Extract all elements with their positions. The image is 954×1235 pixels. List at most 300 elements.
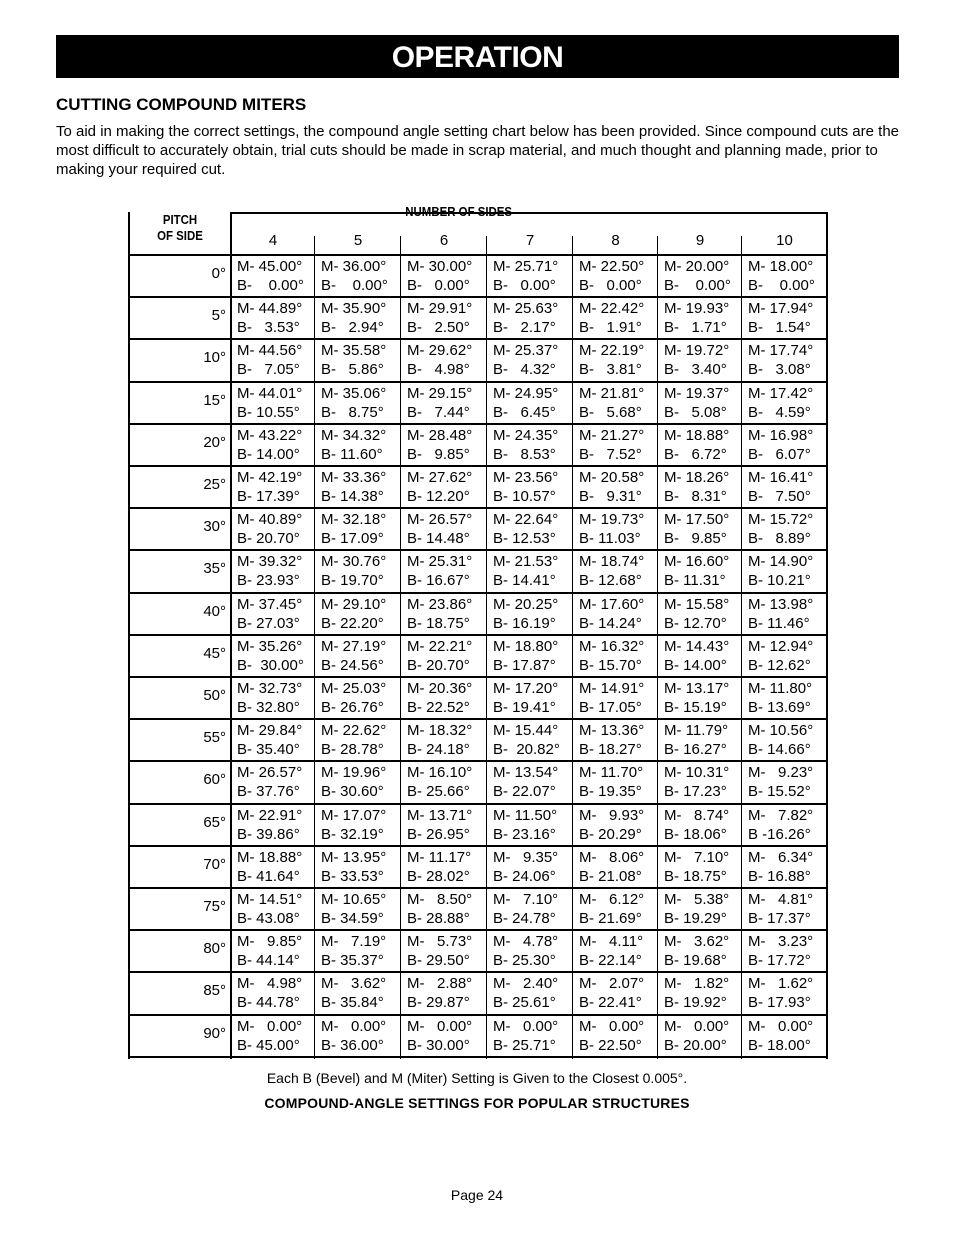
miter-setting: M- 6.34° bbox=[748, 848, 814, 866]
column-number: 8 bbox=[611, 232, 620, 249]
miter-setting: M- 21.81° bbox=[579, 384, 645, 402]
bevel-setting: B- 15.52° bbox=[748, 783, 811, 801]
pitch-value: 50° bbox=[203, 687, 226, 704]
pitch-value: 70° bbox=[203, 855, 226, 873]
miter-setting: M- 22.62° bbox=[321, 722, 387, 740]
miter-setting: M- 34.32° bbox=[321, 426, 387, 444]
bevel-setting: B- 11.03° bbox=[579, 530, 641, 548]
miter-setting: M- 16.32° bbox=[579, 637, 645, 655]
miter-setting: M- 23.86° bbox=[407, 595, 473, 613]
sides-top-line bbox=[230, 212, 828, 214]
table-footnote: Each B (Bevel) and M (Miter) Setting is Given to the Closest 0.005°. bbox=[266, 1070, 688, 1086]
bevel-setting: B- 44.78° bbox=[237, 994, 300, 1012]
pitch-value: 15° bbox=[203, 391, 226, 409]
miter-setting: M- 29.62° bbox=[407, 342, 473, 360]
bevel-setting: B- 22.41° bbox=[579, 994, 642, 1012]
miter-setting: M- 9.23° bbox=[748, 764, 814, 782]
bevel-setting: B- 14.48° bbox=[407, 530, 470, 548]
miter-setting: M- 0.00° bbox=[237, 1017, 303, 1035]
miter-setting: M- 13.95° bbox=[321, 848, 387, 866]
bevel-setting: B- 23.93° bbox=[237, 572, 300, 590]
pitch-header bbox=[138, 212, 222, 244]
bevel-setting: B- 8.31° bbox=[664, 488, 727, 505]
miter-setting: M- 35.06° bbox=[321, 384, 387, 402]
miter-setting: M- 17.60° bbox=[579, 595, 645, 613]
bevel-setting: B- 0.00° bbox=[237, 277, 304, 294]
miter-setting: M- 36.00° bbox=[321, 258, 387, 275]
miter-setting: M- 7.19° bbox=[321, 933, 387, 951]
bevel-setting: B- 26.76° bbox=[321, 699, 384, 716]
bevel-setting: B- 14.38° bbox=[321, 488, 384, 505]
miter-setting: M- 22.64° bbox=[493, 511, 559, 529]
miter-setting: M- 25.03° bbox=[321, 680, 387, 697]
miter-setting: M- 4.81° bbox=[748, 891, 814, 908]
bevel-setting: B- 25.30° bbox=[493, 952, 556, 970]
bevel-setting: B- 34.59° bbox=[321, 910, 384, 927]
bevel-setting: B- 14.00° bbox=[664, 656, 727, 674]
miter-setting: M- 15.58° bbox=[664, 595, 730, 613]
bevel-setting: B- 0.00° bbox=[321, 277, 388, 294]
miter-setting: M- 20.25° bbox=[493, 595, 559, 613]
bevel-setting: B- 9.85° bbox=[664, 530, 727, 548]
miter-setting: M- 11.80° bbox=[748, 680, 813, 697]
row-line bbox=[128, 338, 828, 340]
bevel-setting: B- 32.19° bbox=[321, 825, 384, 843]
bevel-setting: B- 25.66° bbox=[407, 783, 470, 801]
bevel-setting: B- 19.29° bbox=[664, 910, 727, 927]
miter-setting: M- 19.72° bbox=[664, 342, 730, 360]
bevel-setting: B- 10.57° bbox=[493, 488, 556, 505]
bevel-setting: B- 26.95° bbox=[407, 825, 470, 843]
miter-setting: M- 16.41° bbox=[748, 469, 814, 486]
bevel-setting: B- 35.40° bbox=[237, 741, 300, 759]
bevel-setting: B- 3.81° bbox=[579, 361, 642, 379]
bevel-setting: B- 14.66° bbox=[748, 741, 811, 759]
miter-setting: M- 14.43° bbox=[664, 637, 730, 655]
bevel-setting: B- 22.50° bbox=[579, 1036, 642, 1054]
miter-setting: M- 19.73° bbox=[579, 511, 645, 529]
miter-setting: M- 22.42° bbox=[579, 300, 645, 318]
bevel-setting: B- 7.05° bbox=[237, 361, 300, 379]
row-line bbox=[128, 887, 828, 889]
miter-setting: M- 2.88° bbox=[407, 975, 473, 993]
column-number: 10 bbox=[776, 232, 793, 249]
bevel-setting: B- 15.70° bbox=[579, 656, 642, 674]
bevel-setting: B- 17.05° bbox=[579, 699, 642, 716]
bevel-setting: B- 0.00° bbox=[493, 277, 556, 294]
bevel-setting: B- 21.69° bbox=[579, 910, 642, 927]
bevel-setting: B- 12.53° bbox=[493, 530, 556, 548]
pitch-header-line1: PITCH bbox=[162, 212, 198, 227]
bevel-setting: B- 19.92° bbox=[664, 994, 727, 1012]
bevel-setting: B- 0.00° bbox=[579, 277, 642, 294]
miter-setting: M- 21.27° bbox=[579, 426, 645, 444]
bevel-setting: B- 30.60° bbox=[321, 783, 384, 801]
miter-setting: M- 25.63° bbox=[493, 300, 559, 318]
miter-setting: M- 30.00° bbox=[407, 258, 473, 275]
bevel-setting: B- 17.09° bbox=[321, 530, 384, 548]
miter-setting: M- 11.79° bbox=[664, 722, 729, 740]
miter-setting: M- 8.50° bbox=[407, 891, 473, 908]
miter-setting: M- 21.53° bbox=[493, 553, 559, 571]
bevel-setting: B- 21.08° bbox=[579, 867, 642, 885]
miter-setting: M- 16.10° bbox=[407, 764, 473, 782]
pitch-value: 45° bbox=[203, 644, 226, 662]
miter-setting: M- 22.50° bbox=[579, 258, 645, 275]
row-line bbox=[128, 803, 828, 805]
miter-setting: M- 11.70° bbox=[579, 764, 644, 782]
bevel-setting: B- 19.70° bbox=[321, 572, 384, 590]
row-line bbox=[128, 845, 828, 847]
miter-setting: M- 27.19° bbox=[321, 637, 387, 655]
bevel-setting: B- 20.70° bbox=[407, 656, 470, 674]
miter-setting: M- 20.36° bbox=[407, 680, 473, 697]
miter-setting: M- 22.19° bbox=[579, 342, 645, 360]
row-line bbox=[128, 676, 828, 678]
miter-setting: M- 7.82° bbox=[748, 806, 814, 824]
bevel-setting: B- 1.54° bbox=[748, 319, 811, 337]
bevel-setting: B- 36.00° bbox=[321, 1036, 384, 1054]
miter-setting: M- 22.21° bbox=[407, 637, 473, 655]
miter-setting: M- 40.89° bbox=[237, 511, 303, 529]
row-line bbox=[128, 634, 828, 636]
row-line bbox=[128, 423, 828, 425]
bevel-setting: B- 4.59° bbox=[748, 403, 811, 421]
pitch-value: 75° bbox=[203, 898, 226, 915]
row-line bbox=[128, 507, 828, 509]
column-divider bbox=[314, 236, 315, 1059]
miter-setting: M- 25.37° bbox=[493, 342, 559, 360]
page-number: Page 24 bbox=[450, 1187, 504, 1203]
bevel-setting: B- 11.60° bbox=[321, 445, 383, 463]
bevel-setting: B- 14.24° bbox=[579, 614, 642, 632]
bevel-setting: B- 17.37° bbox=[748, 910, 811, 927]
miter-setting: M- 0.00° bbox=[493, 1017, 559, 1035]
bevel-setting: B- 20.29° bbox=[579, 825, 642, 843]
bevel-setting: B- 28.88° bbox=[407, 910, 470, 927]
miter-setting: M- 0.00° bbox=[407, 1017, 473, 1035]
miter-setting: M- 15.44° bbox=[493, 722, 559, 740]
pitch-value: 0° bbox=[211, 265, 226, 282]
bevel-setting: B- 24.78° bbox=[493, 910, 556, 927]
miter-setting: M- 22.91° bbox=[237, 806, 303, 824]
column-divider bbox=[741, 236, 742, 1059]
bevel-setting: B- 12.20° bbox=[407, 488, 470, 505]
row-line bbox=[128, 760, 828, 762]
miter-setting: M- 3.23° bbox=[748, 933, 814, 951]
miter-setting: M- 9.93° bbox=[579, 806, 645, 824]
miter-setting: M- 35.90° bbox=[321, 300, 387, 318]
bevel-setting: B- 0.00° bbox=[407, 277, 470, 294]
bevel-setting: B- 11.46° bbox=[748, 614, 810, 632]
bevel-setting: B- 25.61° bbox=[493, 994, 556, 1012]
bevel-setting: B- 5.08° bbox=[664, 403, 727, 421]
miter-setting: M- 27.62° bbox=[407, 469, 473, 486]
bevel-setting: B- 7.52° bbox=[579, 445, 642, 463]
miter-setting: M- 37.45° bbox=[237, 595, 303, 613]
bevel-setting: B- 18.75° bbox=[664, 867, 727, 885]
bevel-setting: B- 0.00° bbox=[664, 277, 731, 294]
row-line bbox=[128, 1014, 828, 1016]
miter-setting: M- 12.94° bbox=[748, 637, 814, 655]
pitch-value: 55° bbox=[203, 729, 226, 747]
row-line bbox=[128, 929, 828, 931]
miter-setting: M- 25.31° bbox=[407, 553, 473, 571]
bevel-setting: B- 28.78° bbox=[321, 741, 384, 759]
bevel-setting: B- 22.07° bbox=[493, 783, 556, 801]
pitch-header-line2: OF SIDE bbox=[157, 228, 203, 243]
miter-setting: M- 18.74° bbox=[579, 553, 645, 571]
bevel-setting: B- 24.06° bbox=[493, 867, 556, 885]
bevel-setting: B -16.26° bbox=[748, 825, 811, 843]
miter-setting: M- 13.98° bbox=[748, 595, 814, 613]
pitch-value: 80° bbox=[203, 940, 226, 958]
miter-setting: M- 10.31° bbox=[664, 764, 730, 782]
bevel-setting: B- 5.68° bbox=[579, 403, 642, 421]
miter-setting: M- 35.26° bbox=[237, 637, 303, 655]
bevel-setting: B- 18.06° bbox=[664, 825, 727, 843]
miter-setting: M- 7.10° bbox=[664, 848, 730, 866]
bevel-setting: B- 17.39° bbox=[237, 488, 300, 505]
miter-setting: M- 2.40° bbox=[493, 975, 559, 993]
miter-setting: M- 3.62° bbox=[664, 933, 730, 951]
bevel-setting: B- 7.50° bbox=[748, 488, 811, 505]
bevel-setting: B- 16.67° bbox=[407, 572, 470, 590]
bevel-setting: B- 45.00° bbox=[237, 1036, 300, 1054]
row-line bbox=[128, 1056, 828, 1058]
bevel-setting: B- 28.02° bbox=[407, 867, 470, 885]
intro-paragraph: To aid in making the correct settings, the compound angle setting chart below has been provided. Since compound cuts are the most difficult to accurately obtain, trial cuts should be made in scrap material, and much thought and planning made, prior to making your required cut. bbox=[56, 123, 900, 178]
miter-setting: M- 5.38° bbox=[664, 891, 730, 908]
pitch-value: 20° bbox=[203, 433, 226, 451]
bevel-setting: B- 12.62° bbox=[748, 656, 811, 674]
pitch-value: 10° bbox=[203, 349, 226, 367]
miter-setting: M- 11.17° bbox=[407, 848, 472, 866]
miter-setting: M- 13.54° bbox=[493, 764, 559, 782]
row-line bbox=[128, 254, 828, 256]
bevel-setting: B- 29.87° bbox=[407, 994, 470, 1012]
bevel-setting: B- 13.69° bbox=[748, 699, 811, 716]
bevel-setting: B- 39.86° bbox=[237, 825, 300, 843]
column-number: 7 bbox=[525, 232, 535, 249]
bevel-setting: B- 17.72° bbox=[748, 952, 811, 970]
miter-setting: M- 8.06° bbox=[579, 848, 645, 866]
miter-setting: M- 32.73° bbox=[237, 680, 303, 697]
miter-setting: M- 29.15° bbox=[407, 384, 473, 402]
bevel-setting: B- 11.31° bbox=[664, 572, 726, 590]
miter-setting: M- 17.42° bbox=[748, 384, 814, 402]
bevel-setting: B- 16.88° bbox=[748, 867, 811, 885]
bevel-setting: B- 12.70° bbox=[664, 614, 727, 632]
bevel-setting: B- 24.18° bbox=[407, 741, 470, 759]
miter-setting: M- 18.88° bbox=[664, 426, 730, 444]
row-line bbox=[128, 465, 828, 467]
miter-setting: M- 13.36° bbox=[579, 722, 645, 740]
miter-setting: M- 29.91° bbox=[407, 300, 473, 318]
bevel-setting: B- 30.00° bbox=[407, 1036, 470, 1054]
bevel-setting: B- 19.35° bbox=[579, 783, 642, 801]
miter-setting: M- 16.60° bbox=[664, 553, 730, 571]
miter-setting: M- 0.00° bbox=[321, 1017, 387, 1035]
miter-setting: M- 18.26° bbox=[664, 469, 730, 486]
bevel-setting: B- 17.93° bbox=[748, 994, 811, 1012]
miter-setting: M- 45.00° bbox=[237, 258, 303, 275]
miter-setting: M- 18.00° bbox=[748, 258, 814, 275]
miter-setting: M- 23.56° bbox=[493, 469, 559, 486]
column-number: 4 bbox=[268, 232, 278, 249]
bevel-setting: B- 44.14° bbox=[237, 952, 300, 970]
bevel-setting: B- 6.07° bbox=[748, 445, 811, 463]
miter-setting: M- 1.82° bbox=[664, 975, 730, 993]
column-number: 5 bbox=[353, 232, 363, 249]
miter-setting: M- 35.58° bbox=[321, 342, 387, 360]
miter-setting: M- 19.37° bbox=[664, 384, 730, 402]
miter-setting: M- 16.98° bbox=[748, 426, 814, 444]
miter-setting: M- 29.10° bbox=[321, 595, 387, 613]
bevel-setting: B- 30.00° bbox=[237, 656, 304, 674]
bevel-setting: B- 22.52° bbox=[407, 699, 470, 716]
miter-setting: M- 1.62° bbox=[748, 975, 814, 993]
row-line bbox=[128, 592, 828, 594]
bevel-setting: B- 4.98° bbox=[407, 361, 470, 379]
bevel-setting: B- 19.68° bbox=[664, 952, 727, 970]
bevel-setting: B- 33.53° bbox=[321, 867, 384, 885]
bevel-setting: B- 6.72° bbox=[664, 445, 727, 463]
bevel-setting: B- 3.53° bbox=[237, 319, 300, 337]
bevel-setting: B- 10.21° bbox=[748, 572, 811, 590]
column-divider bbox=[400, 236, 401, 1059]
bevel-setting: B- 8.53° bbox=[493, 445, 556, 463]
bevel-setting: B- 17.23° bbox=[664, 783, 727, 801]
miter-setting: M- 44.89° bbox=[237, 300, 303, 318]
miter-setting: M- 30.76° bbox=[321, 553, 387, 571]
pitch-value: 60° bbox=[203, 771, 226, 789]
miter-setting: M- 43.22° bbox=[237, 426, 303, 444]
miter-setting: M- 19.93° bbox=[664, 300, 730, 318]
bevel-setting: B- 18.27° bbox=[579, 741, 642, 759]
miter-setting: M- 9.85° bbox=[237, 933, 303, 951]
bevel-setting: B- 29.50° bbox=[407, 952, 470, 970]
miter-setting: M- 19.96° bbox=[321, 764, 387, 782]
miter-setting: M- 14.51° bbox=[237, 891, 303, 908]
page-title: OPERATION bbox=[391, 41, 564, 74]
bevel-setting: B- 20.00° bbox=[664, 1036, 727, 1054]
bevel-setting: B- 41.64° bbox=[237, 867, 300, 885]
miter-setting: M- 17.07° bbox=[321, 806, 387, 824]
miter-setting: M- 18.80° bbox=[493, 637, 559, 655]
miter-setting: M- 3.62° bbox=[321, 975, 387, 993]
miter-setting: M- 2.07° bbox=[579, 975, 645, 993]
bevel-setting: B- 20.82° bbox=[493, 741, 560, 759]
bevel-setting: B- 17.87° bbox=[493, 656, 556, 674]
pitch-value: 65° bbox=[203, 813, 226, 831]
miter-setting: M- 33.36° bbox=[321, 469, 387, 486]
bevel-setting: B- 20.70° bbox=[237, 530, 300, 548]
miter-setting: M- 32.18° bbox=[321, 511, 387, 529]
bevel-setting: B- 43.08° bbox=[237, 910, 300, 927]
miter-setting: M- 0.00° bbox=[579, 1017, 645, 1035]
miter-setting: M- 5.73° bbox=[407, 933, 473, 951]
miter-setting: M- 9.35° bbox=[493, 848, 559, 866]
bevel-setting: B- 2.50° bbox=[407, 319, 470, 337]
miter-setting: M- 26.57° bbox=[237, 764, 303, 782]
bevel-setting: B- 1.91° bbox=[579, 319, 642, 337]
bevel-setting: B- 14.41° bbox=[493, 572, 556, 590]
miter-setting: M- 44.56° bbox=[237, 342, 303, 360]
bevel-setting: B- 0.00° bbox=[748, 277, 815, 294]
miter-setting: M- 39.32° bbox=[237, 553, 303, 571]
miter-setting: M- 20.00° bbox=[664, 258, 730, 275]
miter-setting: M- 26.57° bbox=[407, 511, 473, 529]
miter-setting: M- 18.32° bbox=[407, 722, 473, 740]
pitch-value: 25° bbox=[203, 476, 226, 493]
miter-setting: M- 13.17° bbox=[664, 680, 730, 697]
pitch-value: 5° bbox=[211, 307, 226, 325]
bevel-setting: B- 18.75° bbox=[407, 614, 470, 632]
miter-setting: M- 8.74° bbox=[664, 806, 730, 824]
miter-setting: M- 25.71° bbox=[493, 258, 559, 275]
row-line bbox=[128, 971, 828, 973]
bevel-setting: B- 8.75° bbox=[321, 403, 384, 421]
column-number: 9 bbox=[695, 232, 705, 249]
miter-setting: M- 11.50° bbox=[493, 806, 558, 824]
miter-setting: M- 18.88° bbox=[237, 848, 303, 866]
bevel-setting: B- 35.37° bbox=[321, 952, 384, 970]
bevel-setting: B- 12.68° bbox=[579, 572, 642, 590]
bevel-setting: B- 6.45° bbox=[493, 403, 556, 421]
miter-setting: M- 24.95° bbox=[493, 384, 559, 402]
bevel-setting: B- 27.03° bbox=[237, 614, 300, 632]
pitch-value: 90° bbox=[203, 1024, 226, 1042]
bevel-setting: B- 18.00° bbox=[748, 1036, 811, 1054]
bevel-setting: B- 9.31° bbox=[579, 488, 642, 505]
miter-setting: M- 20.58° bbox=[579, 469, 645, 486]
column-divider bbox=[572, 236, 573, 1059]
bevel-setting: B- 9.85° bbox=[407, 445, 470, 463]
miter-setting: M- 29.84° bbox=[237, 722, 303, 740]
pitch-value: 40° bbox=[203, 602, 226, 620]
miter-setting: M- 4.98° bbox=[237, 975, 303, 993]
miter-setting: M- 6.12° bbox=[579, 891, 645, 908]
miter-setting: M- 0.00° bbox=[664, 1017, 730, 1035]
miter-setting: M- 14.91° bbox=[579, 680, 645, 697]
bevel-setting: B- 16.19° bbox=[493, 614, 556, 632]
miter-setting: M- 24.35° bbox=[493, 426, 559, 444]
bevel-setting: B- 22.20° bbox=[321, 614, 384, 632]
bevel-setting: B- 14.00° bbox=[237, 445, 300, 463]
row-line bbox=[128, 296, 828, 298]
row-line bbox=[128, 381, 828, 383]
row-line bbox=[128, 549, 828, 551]
miter-setting: M- 17.94° bbox=[748, 300, 814, 318]
bevel-setting: B- 4.32° bbox=[493, 361, 556, 379]
miter-setting: M- 17.20° bbox=[493, 680, 559, 697]
miter-setting: M- 7.10° bbox=[493, 891, 559, 908]
bevel-setting: B- 32.80° bbox=[237, 699, 300, 716]
bevel-setting: B- 5.86° bbox=[321, 361, 384, 379]
pitch-value: 30° bbox=[203, 518, 226, 536]
bevel-setting: B- 25.71° bbox=[493, 1036, 556, 1054]
miter-setting: M- 44.01° bbox=[237, 384, 303, 402]
bevel-setting: B- 10.55° bbox=[237, 403, 300, 421]
row-line bbox=[128, 718, 828, 720]
bevel-setting: B- 8.89° bbox=[748, 530, 811, 548]
miter-setting: M- 17.74° bbox=[748, 342, 814, 360]
bevel-setting: B- 22.14° bbox=[579, 952, 642, 970]
bevel-setting: B- 2.94° bbox=[321, 319, 384, 337]
miter-setting: M- 10.56° bbox=[748, 722, 814, 740]
bevel-setting: B- 24.56° bbox=[321, 656, 384, 674]
